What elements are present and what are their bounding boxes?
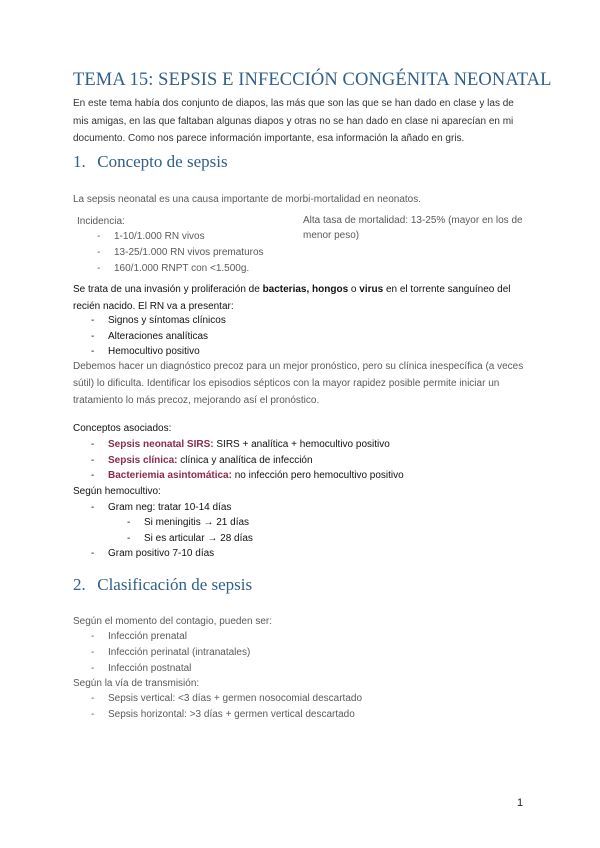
section-2-heading <box>73 575 252 595</box>
list-item: - Gram neg: tratar 10-14 días <box>91 502 232 513</box>
list-item: - Si meningitis → 21 días <box>127 517 250 528</box>
sepsis-lead: La sepsis neonatal es una causa importante de morbi-mortalidad en neonatos. <box>73 194 421 205</box>
contagion-list <box>91 629 251 677</box>
list-item: - Signos y síntomas clínicos <box>91 315 226 326</box>
list-item: - Si es articular → 28 días <box>127 532 253 544</box>
section-1-title: Concepto de sepsis <box>97 152 228 171</box>
intro-paragraph: En este tema había dos conjunto de diapos, las más que son las que se han dado en clase y las de mis amigas, en las que faltaban algunas diapos y otras no se han dado en clase ni aparecían en mi documento. Como nos parece información importante, esa información la añado en gris. <box>73 98 514 144</box>
list-item: - Infección prenatal <box>91 631 187 642</box>
gram-neg-list <box>91 500 232 516</box>
transmission-list <box>91 691 363 723</box>
page-number: 1 <box>517 797 524 809</box>
list-item: - 160/1.000 RNPT con <1.500g. <box>97 263 250 274</box>
section-1-number: 1. <box>73 152 86 171</box>
section-1-heading <box>73 152 228 172</box>
gram-pos-list <box>91 546 215 562</box>
incidence-list <box>97 229 264 277</box>
incidence-label: Incidencia: <box>77 216 125 227</box>
list-item: - Infección postnatal <box>91 663 192 674</box>
list-item: - Infección perinatal (intranatales) <box>91 647 251 658</box>
presentation-list <box>91 313 226 360</box>
mortality-note: Alta tasa de mortalidad: 13-25% (mayor en los de menor peso) <box>303 215 523 241</box>
list-item: - Sepsis horizontal: >3 días + germen vertical descartado <box>91 709 355 720</box>
section-2-title: Clasificación de sepsis <box>97 575 253 594</box>
concept-item: - Bacteriemia asintomática: no infección pero hemocultivo positivo <box>91 470 404 481</box>
list-item: - Hemocultivo positivo <box>91 346 200 357</box>
list-item: - 13-25/1.000 RN vivos prematuros <box>97 247 264 258</box>
document-title: TEMA 15: SEPSIS E INFECCIÓN CONGÉNITA NEONATAL <box>73 70 552 90</box>
list-item: - 1-10/1.000 RN vivos <box>97 231 205 242</box>
hemoculture-label: Según hemocultivo: <box>73 486 161 497</box>
list-item: - Gram positivo 7-10 días <box>91 548 215 559</box>
list-item: - Sepsis vertical: <3 días + germen nosocomial descartado <box>91 693 363 704</box>
list-item: - Alteraciones analíticas <box>91 330 209 342</box>
concept-item: - Sepsis clínica: clínica y analítica de infección <box>91 454 313 466</box>
sepsis-definition: Se trata de una invasión y proliferación de bacterias, hongos o virus en el torrente sanguíneo del recién nacido. El RN va a presentar: <box>73 284 511 312</box>
transmission-label: Según la vía de transmisión: <box>73 678 200 689</box>
diagnosis-paragraph: Debemos hacer un diagnóstico precoz para un mejor pronóstico, pero su clínica inespecífica (a veces sútil) lo dificulta. Identificar los episodios sépticos con la mayor rapidez posible permite iniciar un tratamiento lo más precoz, mejorando así el pronóstico. <box>73 361 524 406</box>
concepts-list <box>91 437 404 484</box>
contagion-label: Según el momento del contagio, pueden ser: <box>73 616 273 627</box>
concepts-label: Conceptos asociados: <box>73 423 172 434</box>
gram-neg-sublist <box>127 515 253 546</box>
concept-item: - Sepsis neonatal SIRS: SIRS + analítica + hemocultivo positivo <box>91 439 390 450</box>
section-2-number: 2. <box>73 575 86 594</box>
